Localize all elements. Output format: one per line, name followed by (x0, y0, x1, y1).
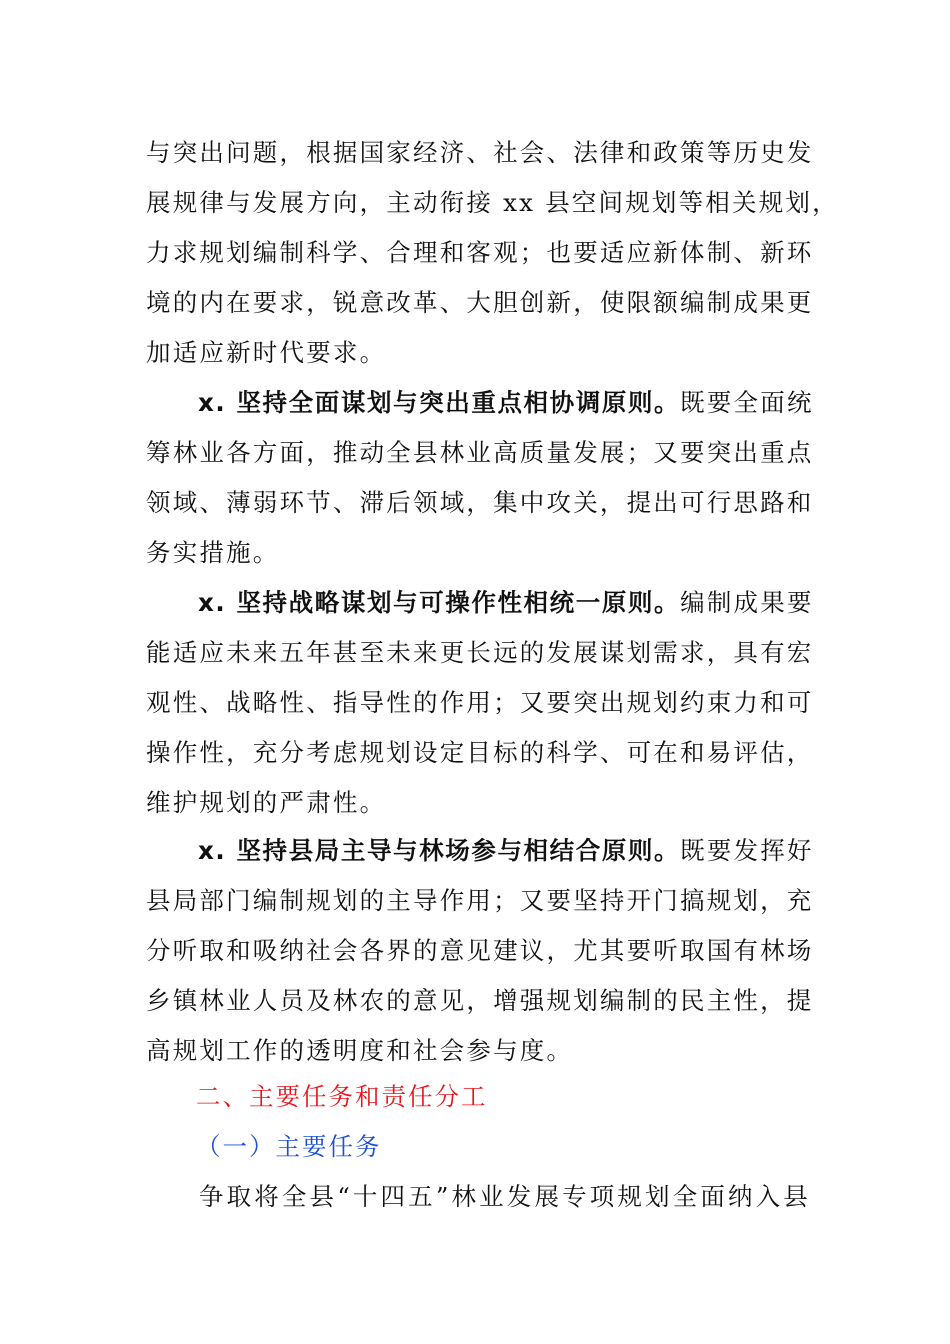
paragraph-line: 观性、战略性、指导性的作用；又要突出规划约束力和可 (146, 688, 814, 717)
paragraph-line: 筹林业各方面，推动全县林业高质量发展；又要突出重点 (146, 438, 814, 467)
paragraph-line: 与突出问题，根据国家经济、社会、法律和政策等历史发 (146, 138, 814, 167)
subsection-heading: （一）主要任务 (196, 1132, 382, 1161)
paragraph-3 (146, 578, 814, 828)
paragraph-text: 既要发挥好 (680, 836, 814, 865)
paragraph-line: 展规律与发展方向，主动衔接 xx 县空间规划等相关规划， (146, 188, 839, 217)
paragraph-line: 高规划工作的透明度和社会参与度。 (146, 1036, 574, 1065)
principle-title: x. 坚持县局主导与林场参与相结合原则。 (198, 836, 681, 865)
paragraph-4 (146, 826, 814, 1076)
paragraph-line: 领域、薄弱环节、滞后领域，集中攻关，提出可行思路和 (146, 488, 814, 517)
paragraph-text: 既要全面统 (680, 388, 814, 417)
principle-title: x. 坚持全面谋划与突出重点相协调原则。 (198, 388, 681, 417)
paragraph-line: 务实措施。 (146, 538, 280, 567)
paragraph-text: 编制成果要 (680, 588, 814, 617)
paragraph-line: 能适应未来五年甚至未来更长远的发展谋划需求，具有宏 (146, 638, 814, 667)
paragraph-line: 维护规划的严肃性。 (146, 788, 387, 817)
paragraph-first-line (146, 1172, 810, 1222)
paragraph-line: 县局部门编制规划的主导作用；又要坚持开门搞规划，充 (146, 886, 814, 915)
paragraph-5 (146, 1172, 810, 1222)
paragraph-line: 操作性，充分考虑规划设定目标的科学、可在和易评估， (146, 738, 814, 767)
paragraph-line: 加适应新时代要求。 (146, 338, 387, 367)
paragraph-line: 境的内在要求，锐意改革、大胆创新，使限额编制成果更 (146, 288, 814, 317)
section-heading: 二、主要任务和责任分工 (196, 1082, 488, 1111)
principle-title: x. 坚持战略谋划与可操作性相统一原则。 (198, 588, 681, 617)
paragraph-line: 力求规划编制科学、合理和客观；也要适应新体制、新环 (146, 238, 814, 267)
paragraph-first-line (146, 826, 814, 876)
paragraph-2 (146, 378, 814, 578)
paragraph-line: 分听取和吸纳社会各界的意见建议，尤其要听取国有林场 (146, 936, 814, 965)
paragraph-first-line (146, 578, 814, 628)
paragraph-first-line (146, 378, 814, 428)
paragraph-line: 乡镇林业人员及林农的意见，增强规划编制的民主性，提 (146, 986, 814, 1015)
paragraph-text: 争取将全县“十四五”林业发展专项规划全面纳入县 (198, 1182, 810, 1211)
paragraph-1 (146, 128, 839, 378)
